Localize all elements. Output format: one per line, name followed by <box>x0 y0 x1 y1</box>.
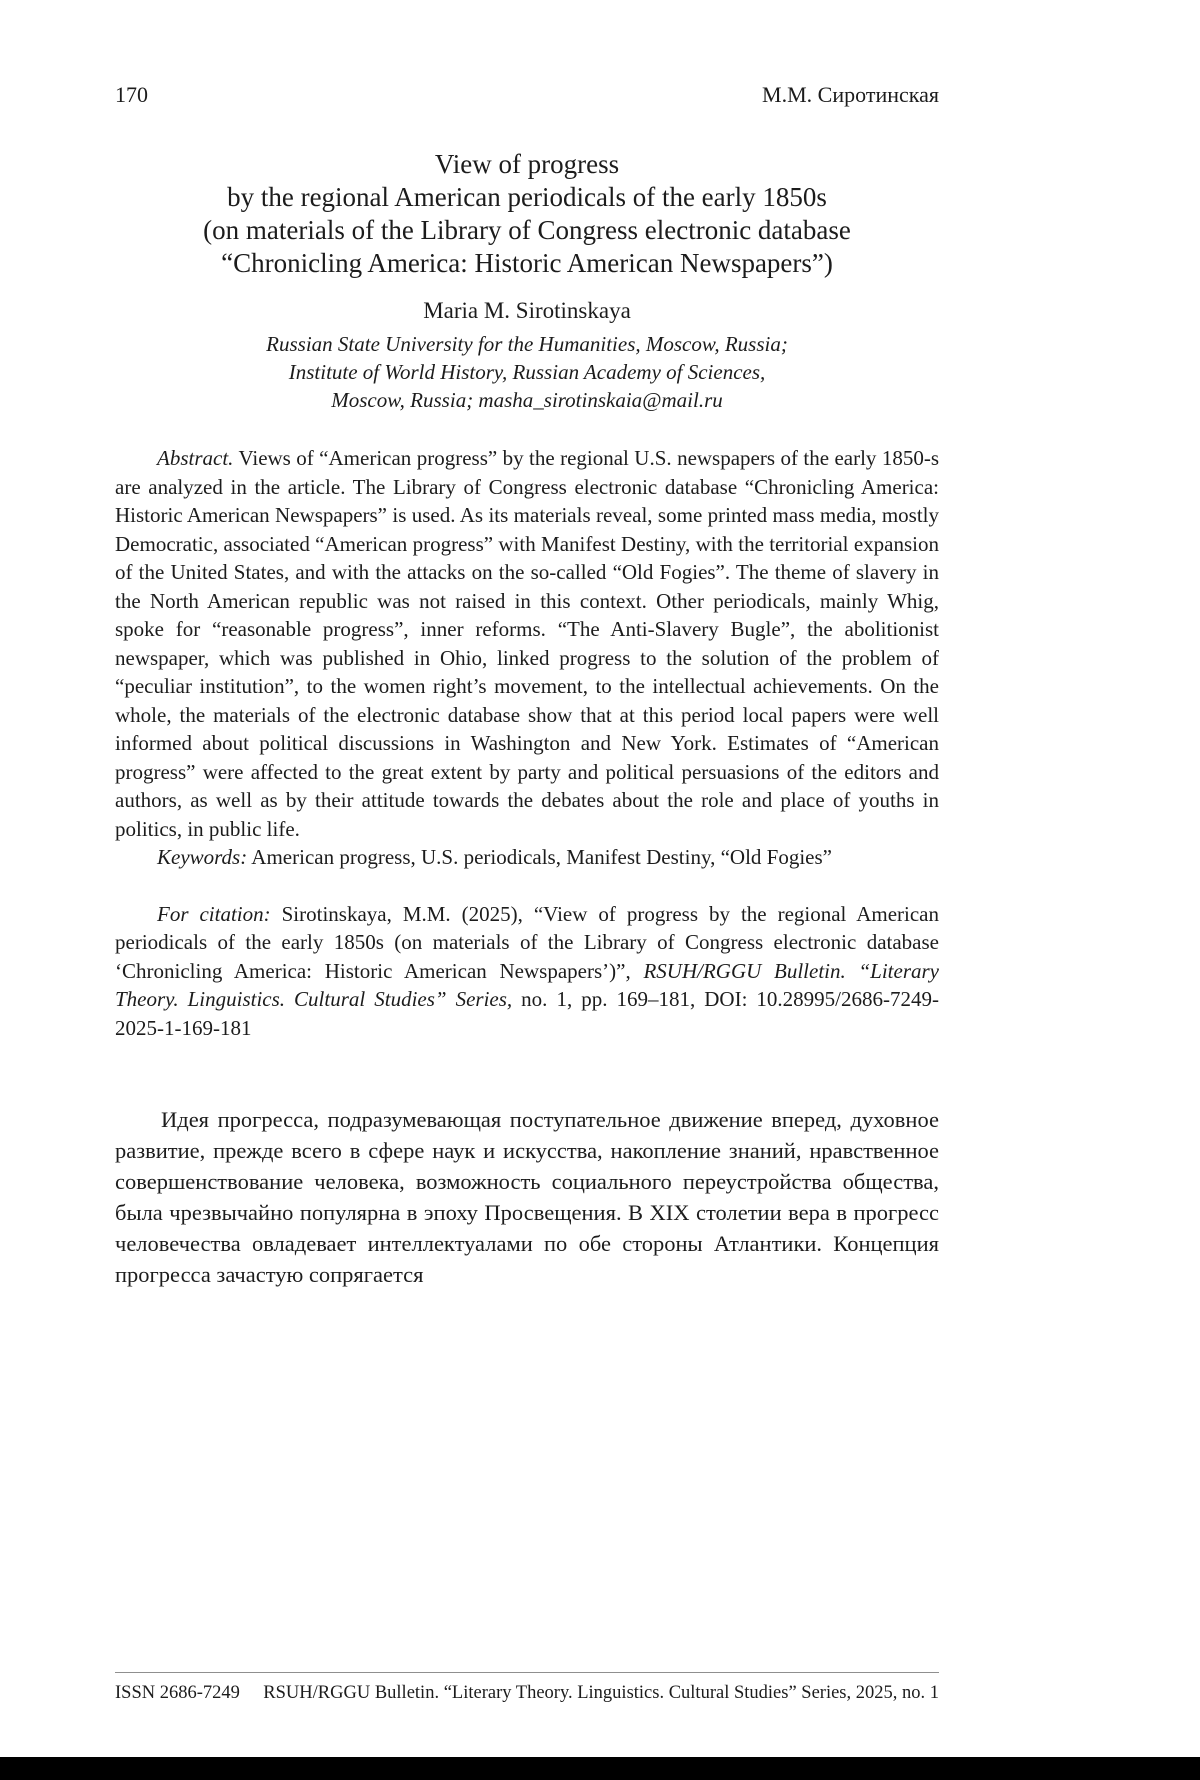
citation-text-2: no. 1, pp. 169–181, DOI: 10.28995/2686-7249-2025-1-169-181 <box>115 987 939 1040</box>
author-affiliation <box>115 330 939 414</box>
article-title <box>115 148 939 280</box>
running-header <box>115 0 939 108</box>
abstract-section <box>115 444 939 872</box>
page-footer <box>115 1672 939 1704</box>
affiliation-line: Moscow, Russia; masha_sirotinskaia@mail.ru <box>331 388 723 412</box>
affiliation-line: Institute of World History, Russian Academy of Sciences, <box>288 360 766 384</box>
abstract-label: Abstract. <box>157 446 234 470</box>
abstract-text: Views of “American progress” by the regional U.S. newspapers of the early 1850-s are analyzed in the article. The Library of Congress electronic database “Chronicling America: Historic American Newspapers” is used. As its materials reveal, some printed mass media, mostly Democratic, associated “American progress” with Manifest Destiny, with the territorial expansion of the United States, and with the attacks on the so-called “Old Fogies”. The theme of slavery in the North American republic was not raised in this context. Other periodicals, mainly Whig, spoke for “reasonable progress”, inner reforms. “The Anti-Slavery Bugle”, the abolitionist newspaper, which was published in Ohio, linked progress to the solution of the problem of “peculiar institution”, to the women right’s movement, to the intellectual achievements. On the whole, the materials of the electronic database show that at this period local papers were well informed about political discussions in Washington and New York. Estimates of “American progress” were affected to the great extent by party and political persuasions of the editors and authors, as well as by their attitude towards the debates about the role and place of youths in politics, in public life. <box>115 446 939 841</box>
footer-journal-info: RSUH/RGGU Bulletin. “Literary Theory. Linguistics. Cultural Studies” Series, 2025, no. 1 <box>263 1683 939 1703</box>
keywords-paragraph <box>115 843 939 872</box>
footer-issn: ISSN 2686-7249 <box>115 1683 240 1703</box>
citation-paragraph <box>115 900 939 1043</box>
page-content <box>115 0 939 1313</box>
citation-journal-title: RSUH/RGGU Bulletin. “Literary Theory. Linguistics. Cultural Studies” Series, <box>115 958 939 1011</box>
article-title-line: “Chronicling America: Historic American Newspapers”) <box>221 248 833 278</box>
page-number: 170 <box>115 82 148 107</box>
article-title-line: View of progress <box>434 149 620 179</box>
article-title-line: (on materials of the Library of Congress electronic database <box>203 215 851 245</box>
citation-label: For citation: <box>157 901 271 926</box>
running-head-author: М.М. Сиротинская <box>762 82 939 107</box>
keywords-label: Keywords: <box>157 845 248 869</box>
body-paragraph-russian: Идея прогресса, подразумевающая поступательное движение вперед, духовное развитие, прежде всего в сфере наук и искусства, накопление знаний, нравственное совершенствование человека, возможность социального переустройства общества, была чрезвычайно популярна в эпоху Просвещения. В XIX столетии вера в прогресс человечества овладевает интеллектуалами по обе стороны Атлантики. Концепция прогресса зачастую сопрягается <box>115 1107 939 1287</box>
citation-section <box>115 900 939 1043</box>
affiliation-line: Russian State University for the Humanities, Moscow, Russia; <box>266 332 788 356</box>
citation-text-1: Sirotinskaya, M.M. (2025), “View of progress by the regional American periodicals of the early 1850s (on materials of the Library of Congress electronic database ‘Chronicling America: Historic American Newspapers’)”, <box>115 901 940 983</box>
author-name: Maria M. Sirotinskaya <box>423 298 631 323</box>
abstract-paragraph <box>115 444 939 843</box>
scan-edge-bar <box>0 1757 1200 1780</box>
article-title-line: by the regional American periodicals of the early 1850s <box>227 182 827 212</box>
keywords-text: American progress, U.S. periodicals, Manifest Destiny, “Old Fogies” <box>247 845 832 869</box>
